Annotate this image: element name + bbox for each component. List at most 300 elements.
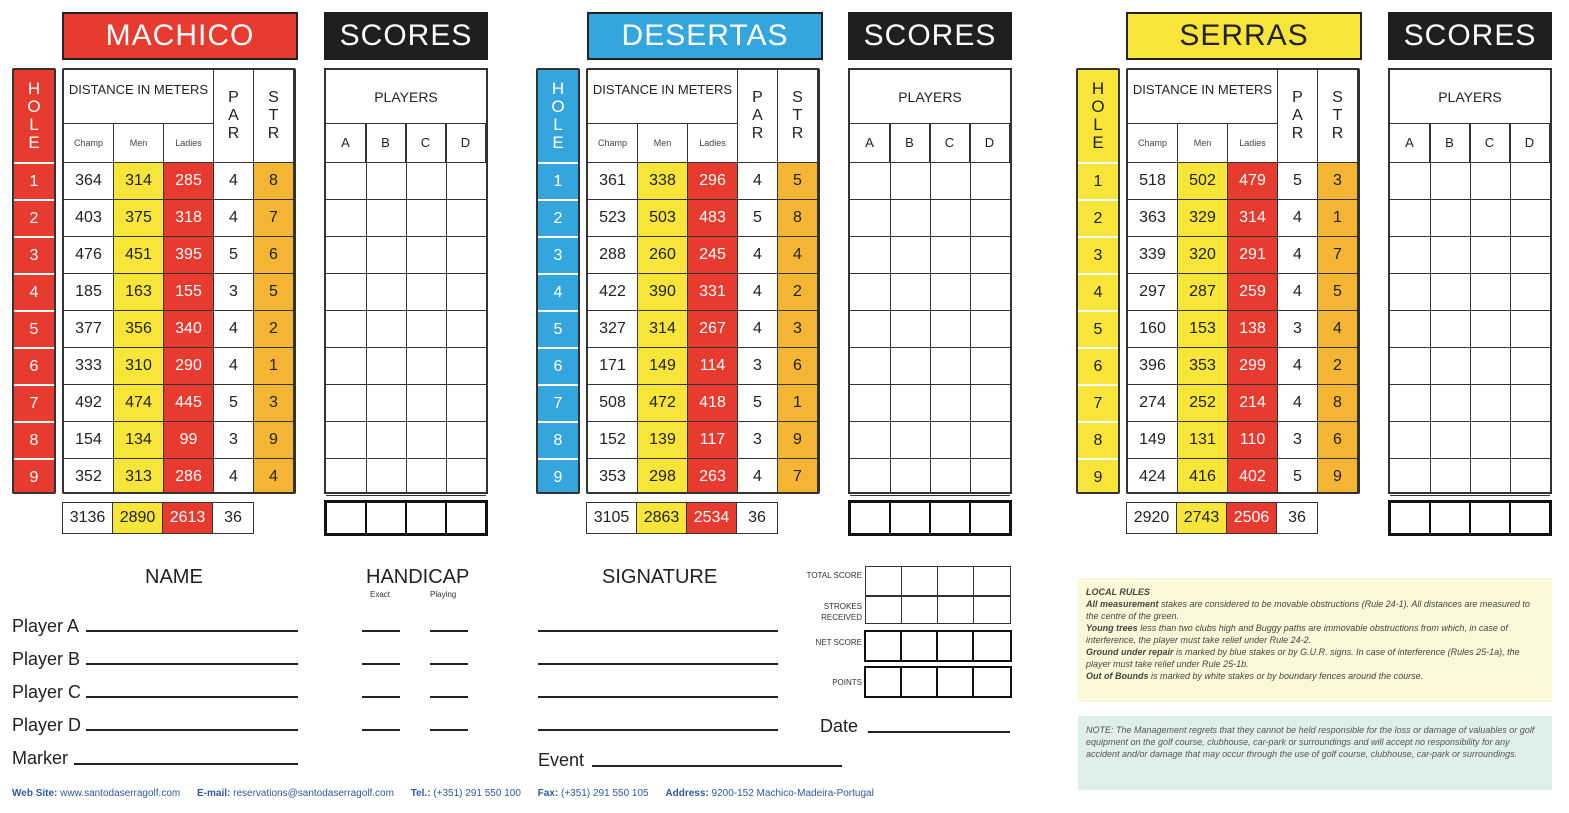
str-header-letter: T (268, 107, 279, 124)
grid-line (1470, 124, 1471, 492)
str-cell: 5 (254, 274, 294, 310)
men-cell: 310 (114, 348, 164, 384)
str-header-letter: S (1332, 89, 1343, 106)
marker-field[interactable] (74, 763, 298, 765)
men-cell: 252 (1178, 385, 1228, 421)
signature-field[interactable] (538, 663, 778, 665)
handicap-playing-field[interactable] (430, 696, 468, 698)
machico-scores-title: SCORES (324, 12, 488, 60)
hole-header-letter: E (1092, 133, 1104, 152)
serras-score-total-boxes[interactable] (1388, 500, 1552, 536)
signature-field[interactable] (538, 729, 778, 731)
player-column-a: A (850, 124, 890, 162)
champ-cell: 403 (64, 200, 114, 236)
str-cell: 1 (1318, 200, 1358, 236)
str-header (1318, 70, 1358, 162)
men-cell: 503 (638, 200, 688, 236)
distance-row (588, 310, 818, 347)
score-total-box[interactable] (971, 503, 1009, 533)
distance-header: DISTANCE IN METERS (1128, 70, 1278, 124)
ladies-cell: 99 (164, 422, 214, 458)
hole-number: 9 (538, 458, 578, 494)
hole-header-letter: H (27, 79, 41, 98)
par-cell: 4 (214, 459, 254, 494)
player-label: Player D (12, 715, 82, 735)
par-header-letter: P (1292, 89, 1303, 106)
distance-row (64, 236, 294, 273)
champ-cell: 424 (1128, 459, 1178, 494)
total-champ: 3105 (587, 503, 637, 533)
distance-row (64, 162, 294, 199)
handicap-playing-field[interactable] (430, 630, 468, 632)
serras-distance-table (1126, 68, 1360, 494)
total-par: 36 (737, 503, 777, 533)
hole-number: 5 (1078, 310, 1118, 347)
ladies-subheader: Ladies (164, 124, 214, 162)
str-cell: 5 (1318, 274, 1358, 310)
hole-number: 7 (14, 384, 54, 421)
local-rules-box (1078, 578, 1552, 702)
str-cell: 3 (254, 385, 294, 421)
champ-cell: 492 (64, 385, 114, 421)
total-par: 36 (1277, 503, 1317, 533)
total-ladies: 2613 (163, 503, 213, 533)
distance-row (1128, 421, 1358, 458)
champ-cell: 523 (588, 200, 638, 236)
champ-cell: 518 (1128, 163, 1178, 199)
str-cell: 3 (1318, 163, 1358, 199)
hole-number: 8 (538, 421, 578, 458)
handicap-exact-label: Exact (370, 590, 391, 599)
hole-number: 7 (538, 384, 578, 421)
distance-row (64, 421, 294, 458)
distance-row (1128, 236, 1358, 273)
par-cell: 3 (214, 274, 254, 310)
hole-number: 9 (14, 458, 54, 494)
ladies-cell: 245 (688, 237, 738, 273)
hole-number: 5 (14, 310, 54, 347)
par-cell: 4 (1278, 274, 1318, 310)
par-cell: 3 (738, 348, 778, 384)
serras-score-grid[interactable] (1388, 68, 1552, 494)
distance-row (64, 273, 294, 310)
par-header (1278, 70, 1318, 162)
par-cell: 3 (1278, 422, 1318, 458)
player-column-c: C (930, 124, 970, 162)
player-column-b: B (366, 124, 406, 162)
grid-line (326, 421, 486, 422)
player-label: Player B (12, 649, 81, 669)
handicap-exact-field[interactable] (362, 696, 400, 698)
grid-line (326, 273, 486, 274)
champ-subheader: Champ (588, 124, 638, 162)
champ-cell: 149 (1128, 422, 1178, 458)
ladies-cell: 110 (1228, 422, 1278, 458)
ladies-cell: 340 (164, 311, 214, 347)
strokes-received-label: STROKES RECEIVED (821, 602, 862, 622)
marker-label: Marker (12, 748, 69, 768)
men-cell: 502 (1178, 163, 1228, 199)
net-score-label: NET SCORE (815, 638, 862, 647)
par-cell: 4 (214, 163, 254, 199)
distance-row (588, 384, 818, 421)
distance-row (64, 347, 294, 384)
ladies-cell: 286 (164, 459, 214, 494)
par-cell: 5 (1278, 459, 1318, 494)
score-total-box[interactable] (407, 503, 447, 533)
str-cell: 1 (778, 385, 818, 421)
men-cell: 314 (638, 311, 688, 347)
str-header-letter: S (268, 89, 279, 106)
event-label: Event (538, 750, 585, 770)
grid-line (1430, 124, 1431, 492)
desertas-hole-column (536, 68, 580, 494)
grid-line (850, 421, 1010, 422)
hole-header-letter: L (553, 115, 563, 134)
grid-line (970, 124, 971, 492)
hole-number: 2 (538, 199, 578, 236)
par-header-letter: P (228, 89, 239, 106)
grid-line (1390, 421, 1550, 422)
champ-cell: 333 (64, 348, 114, 384)
grid-line (326, 495, 486, 496)
par-cell: 4 (214, 200, 254, 236)
ladies-cell: 138 (1228, 311, 1278, 347)
ladies-cell: 267 (688, 311, 738, 347)
hole-header (1078, 70, 1118, 162)
str-cell: 4 (254, 459, 294, 494)
distance-header: DISTANCE IN METERS (588, 70, 738, 124)
hole-number: 4 (1078, 273, 1118, 310)
par-cell: 4 (1278, 200, 1318, 236)
champ-cell: 508 (588, 385, 638, 421)
machico-totals-row (62, 502, 254, 534)
strokes-received-boxes[interactable] (865, 596, 1011, 624)
str-header-letter: R (267, 125, 280, 142)
signature-field[interactable] (538, 696, 778, 698)
ladies-cell: 445 (164, 385, 214, 421)
email-link[interactable]: reservations@santodaserragolf.com (233, 788, 394, 799)
hole-header-letter: O (551, 97, 565, 116)
handicap-heading: HANDICAP (366, 566, 470, 588)
contact-footer (12, 788, 1112, 799)
local-rule-text: less than two clubs high and Buggy paths are immovable obstructions from which, in case of interference, the player must take relief under Rule 24-2. (1086, 623, 1508, 645)
grid-line (850, 273, 1010, 274)
total-men: 2743 (1177, 503, 1227, 533)
champ-subheader: Champ (64, 124, 114, 162)
par-cell: 4 (738, 163, 778, 199)
champ-cell: 364 (64, 163, 114, 199)
ladies-cell: 290 (164, 348, 214, 384)
desertas-score-total-boxes[interactable] (848, 500, 1012, 536)
men-subheader: Men (114, 124, 164, 162)
par-cell: 5 (214, 237, 254, 273)
local-rule-item (1086, 646, 1544, 670)
address-label: Address: (665, 788, 709, 799)
par-cell: 4 (738, 274, 778, 310)
distance-row (64, 384, 294, 421)
men-cell: 353 (1178, 348, 1228, 384)
str-cell: 3 (778, 311, 818, 347)
str-cell: 8 (254, 163, 294, 199)
total-par: 36 (213, 503, 253, 533)
total-score-label: TOTAL SCORE (806, 571, 862, 580)
hole-number: 3 (538, 236, 578, 273)
par-cell: 5 (1278, 163, 1318, 199)
men-cell: 134 (114, 422, 164, 458)
champ-cell: 171 (588, 348, 638, 384)
player-name-field[interactable] (86, 663, 298, 665)
str-cell: 5 (778, 163, 818, 199)
serras-totals-row (1126, 502, 1318, 534)
hole-header (14, 70, 54, 162)
hole-header-letter: O (1091, 97, 1105, 116)
players-header: PLAYERS (326, 70, 486, 124)
handicap-playing-field[interactable] (430, 663, 468, 665)
ladies-cell: 155 (164, 274, 214, 310)
champ-cell: 396 (1128, 348, 1178, 384)
score-total-box[interactable] (327, 503, 367, 533)
players-header: PLAYERS (850, 70, 1010, 124)
champ-cell: 160 (1128, 311, 1178, 347)
player-column-d: D (1510, 124, 1550, 162)
distance-row (64, 310, 294, 347)
local-rule-item (1086, 622, 1544, 646)
hole-number: 3 (14, 236, 54, 273)
player-column-c: C (406, 124, 446, 162)
str-cell: 2 (254, 311, 294, 347)
str-cell: 4 (778, 237, 818, 273)
grid-line (1390, 384, 1550, 385)
men-cell: 287 (1178, 274, 1228, 310)
grid-line (1390, 458, 1550, 459)
ladies-cell: 395 (164, 237, 214, 273)
str-cell: 9 (778, 422, 818, 458)
ladies-cell: 479 (1228, 163, 1278, 199)
par-header (738, 70, 778, 162)
grid-line (850, 495, 1010, 496)
distance-row (1128, 273, 1358, 310)
machico-score-grid[interactable] (324, 68, 488, 494)
distance-row (588, 458, 818, 494)
men-cell: 416 (1178, 459, 1228, 494)
management-note: NOTE: The Management regrets that they cannot be held responsible for the loss or damage of valuables or golf equipment on the golf course, clubhouse, car-park or surroundings and will accept no responsibility for any accident and/or damage that may occur through the use of golf course, clubhouse, car-park or surroundings. (1078, 716, 1552, 790)
total-score-boxes[interactable] (865, 566, 1011, 596)
grid-line (850, 458, 1010, 459)
men-cell: 390 (638, 274, 688, 310)
champ-cell: 422 (588, 274, 638, 310)
score-total-box[interactable] (1511, 503, 1549, 533)
tel-value: (+351) 291 550 100 (433, 788, 521, 799)
machico-distance-table (62, 68, 296, 494)
par-cell: 3 (738, 422, 778, 458)
desertas-score-grid[interactable] (848, 68, 1012, 494)
ladies-cell: 214 (1228, 385, 1278, 421)
hole-number: 6 (1078, 347, 1118, 384)
ladies-cell: 318 (164, 200, 214, 236)
champ-cell: 185 (64, 274, 114, 310)
hole-header-letter: L (1093, 115, 1103, 134)
champ-cell: 297 (1128, 274, 1178, 310)
handicap-playing-label: Playing (430, 590, 457, 599)
men-cell: 472 (638, 385, 688, 421)
score-total-box[interactable] (891, 503, 931, 533)
distance-row (588, 162, 818, 199)
signature-heading: SIGNATURE (602, 566, 718, 588)
str-header (778, 70, 818, 162)
par-cell: 3 (214, 422, 254, 458)
champ-cell: 339 (1128, 237, 1178, 273)
hole-number: 9 (1078, 458, 1118, 494)
date-field[interactable] (868, 731, 1010, 733)
ladies-cell: 296 (688, 163, 738, 199)
player-name-field[interactable] (86, 729, 298, 731)
grid-line (326, 199, 486, 200)
distance-row (1128, 199, 1358, 236)
player-name-field[interactable] (86, 696, 298, 698)
grid-line (326, 162, 486, 163)
str-header-letter: R (1331, 125, 1344, 142)
handicap-exact-field[interactable] (362, 729, 400, 731)
total-ladies: 2506 (1227, 503, 1277, 533)
distance-header: DISTANCE IN METERS (64, 70, 214, 124)
player-column-d: D (970, 124, 1010, 162)
machico-title: MACHICO (62, 12, 298, 60)
str-cell: 9 (254, 422, 294, 458)
player-name-field[interactable] (86, 630, 298, 632)
ladies-cell: 314 (1228, 200, 1278, 236)
handicap-exact-field[interactable] (362, 663, 400, 665)
hole-header-letter: L (29, 115, 39, 134)
par-cell: 4 (738, 311, 778, 347)
par-cell: 5 (738, 385, 778, 421)
score-total-box[interactable] (931, 503, 971, 533)
men-subheader: Men (1178, 124, 1228, 162)
hole-number: 3 (1078, 236, 1118, 273)
net-score-boxes[interactable] (864, 630, 1012, 662)
player-label: Player C (12, 682, 82, 702)
local-rule-text: stakes are considered to be movable obstructions (Rule 24-1). All distances are measured to the centre of the green. (1086, 599, 1530, 621)
website-link[interactable]: www.santodaserragolf.com (60, 788, 181, 799)
par-header-letter: R (751, 125, 764, 142)
hole-header-letter: H (551, 79, 565, 98)
score-total-box[interactable] (367, 503, 407, 533)
str-cell: 1 (254, 348, 294, 384)
score-total-box[interactable] (1471, 503, 1511, 533)
hole-number: 2 (14, 199, 54, 236)
grid-line (1390, 495, 1550, 496)
champ-cell: 361 (588, 163, 638, 199)
local-rule-text: is marked by white stakes or by boundary fences around the course. (1148, 671, 1424, 681)
champ-cell: 476 (64, 237, 114, 273)
str-cell: 7 (1318, 237, 1358, 273)
player-column-b: B (1430, 124, 1470, 162)
score-total-box[interactable] (851, 503, 891, 533)
handicap-playing-field[interactable] (430, 729, 468, 731)
address-value: 9200-152 Machico-Madeira-Portugal (711, 788, 874, 799)
serras-hole-column (1076, 68, 1120, 494)
desertas-totals-row (586, 502, 778, 534)
par-header-letter: A (752, 107, 763, 124)
player-column-b: B (890, 124, 930, 162)
men-cell: 329 (1178, 200, 1228, 236)
grid-line (1390, 162, 1550, 163)
champ-cell: 152 (588, 422, 638, 458)
machico-score-total-boxes[interactable] (324, 500, 488, 536)
ladies-cell: 117 (688, 422, 738, 458)
par-header-letter: A (228, 107, 239, 124)
grid-line (850, 347, 1010, 348)
grid-line (326, 347, 486, 348)
grid-line (1510, 124, 1511, 492)
serras-scores-title: SCORES (1388, 12, 1552, 60)
desertas-title: DESERTAS (587, 12, 823, 60)
men-cell: 163 (114, 274, 164, 310)
str-cell: 8 (1318, 385, 1358, 421)
str-cell: 7 (778, 459, 818, 494)
champ-cell: 352 (64, 459, 114, 494)
hole-number: 8 (14, 421, 54, 458)
hole-number: 1 (538, 162, 578, 199)
str-cell: 6 (778, 348, 818, 384)
local-rule-term: Young trees (1086, 623, 1138, 633)
local-rule-item (1086, 670, 1544, 682)
par-cell: 3 (1278, 311, 1318, 347)
tel-label: Tel.: (410, 788, 431, 799)
men-cell: 298 (638, 459, 688, 494)
total-ladies: 2534 (687, 503, 737, 533)
handicap-exact-field[interactable] (362, 630, 400, 632)
distance-row (64, 458, 294, 494)
hole-number: 1 (14, 162, 54, 199)
distance-row (1128, 310, 1358, 347)
grid-line (850, 384, 1010, 385)
str-header-letter: T (1332, 107, 1343, 124)
machico-hole-column (12, 68, 56, 494)
signature-field[interactable] (538, 630, 778, 632)
str-header (254, 70, 294, 162)
points-boxes[interactable] (864, 666, 1012, 698)
str-cell: 6 (254, 237, 294, 273)
event-field[interactable] (592, 765, 842, 767)
score-total-box[interactable] (1431, 503, 1471, 533)
distance-row (588, 236, 818, 273)
hole-number: 6 (538, 347, 578, 384)
men-cell: 313 (114, 459, 164, 494)
par-cell: 5 (214, 385, 254, 421)
men-cell: 451 (114, 237, 164, 273)
par-cell: 4 (1278, 348, 1318, 384)
men-cell: 260 (638, 237, 688, 273)
str-cell: 2 (778, 274, 818, 310)
local-rule-term: All measurement (1086, 599, 1159, 609)
distance-row (588, 199, 818, 236)
hole-header (538, 70, 578, 162)
champ-subheader: Champ (1128, 124, 1178, 162)
total-men: 2863 (637, 503, 687, 533)
ladies-cell: 418 (688, 385, 738, 421)
grid-line (850, 310, 1010, 311)
hole-number: 8 (1078, 421, 1118, 458)
score-total-box[interactable] (1391, 503, 1431, 533)
distance-row (64, 199, 294, 236)
local-rule-term: Out of Bounds (1086, 671, 1149, 681)
hole-header-letter: E (552, 133, 564, 152)
score-total-box[interactable] (447, 503, 485, 533)
grid-line (930, 124, 931, 492)
champ-cell: 288 (588, 237, 638, 273)
str-cell: 2 (1318, 348, 1358, 384)
